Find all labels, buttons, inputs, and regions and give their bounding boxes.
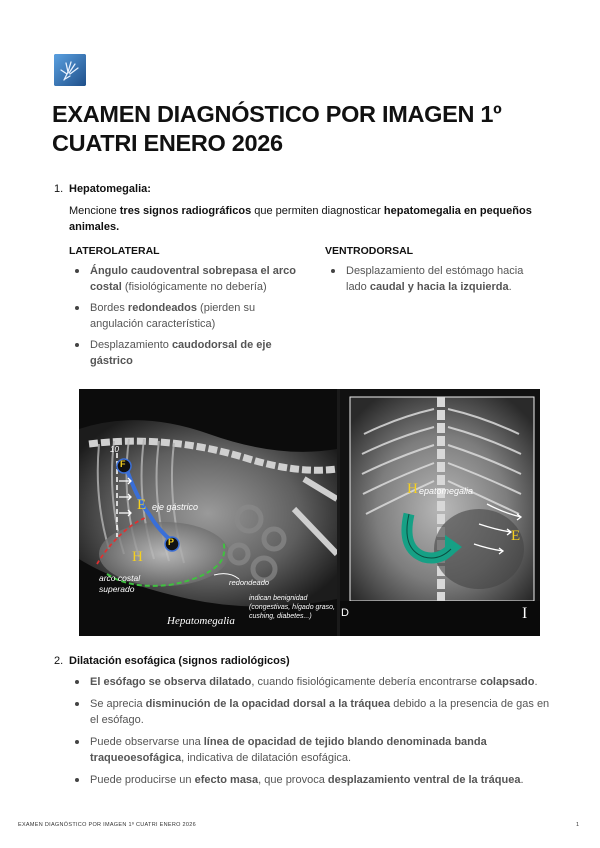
- laterolateral-heading: LATEROLATERAL: [69, 245, 160, 257]
- list-item: Puede producirse un efecto masa, que provoca desplazamiento ventral de la tráquea.: [72, 772, 550, 788]
- note-indican-benignidad: indican benignidad (congestivas, hígado graso, cushing, diabetes...): [249, 595, 335, 620]
- title-line-2: CUATRI ENERO 2026: [52, 130, 283, 156]
- ventrodorsal-heading: VENTRODORSAL: [325, 245, 414, 257]
- hepatomegaly-radiograph-figure: [79, 389, 540, 636]
- note-10: 10: [110, 445, 119, 454]
- question-1-title: Hepatomegalia:: [69, 183, 151, 195]
- ventrodorsal-list: [328, 263, 543, 300]
- marker-p: P: [168, 537, 175, 547]
- label-h-left: H: [132, 549, 143, 565]
- question-1-prompt: Mencione tres signos radiográficos que permiten diagnosticar hepatomegalia en pequeños animales.: [69, 205, 532, 233]
- label-e-right: E: [511, 528, 521, 544]
- list-item: Desplazamiento del estómago hacia lado caudal y hacia la izquierda.: [328, 263, 543, 295]
- question-2-number: 2.: [54, 655, 64, 667]
- label-e-left: E: [137, 497, 147, 513]
- list-item: Ángulo caudoventral sobrepasa el arco costal (fisiológicamente no debería): [72, 263, 302, 295]
- xray-hand-logo: [54, 54, 86, 86]
- note-eje-gastrico: eje gástrico: [152, 502, 199, 512]
- esophageal-dilation-list: [72, 674, 550, 793]
- corner-d: D: [341, 607, 349, 619]
- list-item: Bordes redondeados (pierden su angulación característica): [72, 300, 302, 332]
- list-item: Puede observarse una línea de opacidad de tejido blando denominada banda traqueoesofágica, indicativa de dilatación esofágica.: [72, 734, 550, 766]
- note-arco-costal: arco costal superado: [99, 573, 141, 594]
- label-h-right: H: [407, 481, 418, 497]
- note-hepatomegalia-right: epatomegalia: [419, 486, 474, 496]
- corner-i: I: [522, 605, 528, 622]
- page-footer: EXAMEN DIAGNÓSTICO POR IMAGEN 1º CUATRI ENERO 2026: [18, 822, 196, 828]
- page-number: 1: [576, 822, 580, 828]
- question-2-title: Dilatación esofágica (signos radiológicos): [69, 655, 290, 667]
- note-hepatomegalia-left: Hepatomegalia: [167, 615, 235, 627]
- list-item: Se aprecia disminución de la opacidad dorsal a la tráquea debido a la presencia de gas en el esófago.: [72, 696, 550, 728]
- page-title: [52, 100, 552, 158]
- marker-f: F: [120, 459, 126, 469]
- note-redondeado: redondeado: [229, 578, 270, 587]
- question-1-number: 1.: [54, 183, 64, 195]
- title-line-1: EXAMEN DIAGNÓSTICO POR IMAGEN 1º: [52, 101, 502, 127]
- laterolateral-list: [72, 263, 302, 374]
- list-item: Desplazamiento caudodorsal de eje gástrico: [72, 337, 302, 369]
- list-item: El esófago se observa dilatado, cuando fisiológicamente debería encontrarse colapsado.: [72, 674, 550, 690]
